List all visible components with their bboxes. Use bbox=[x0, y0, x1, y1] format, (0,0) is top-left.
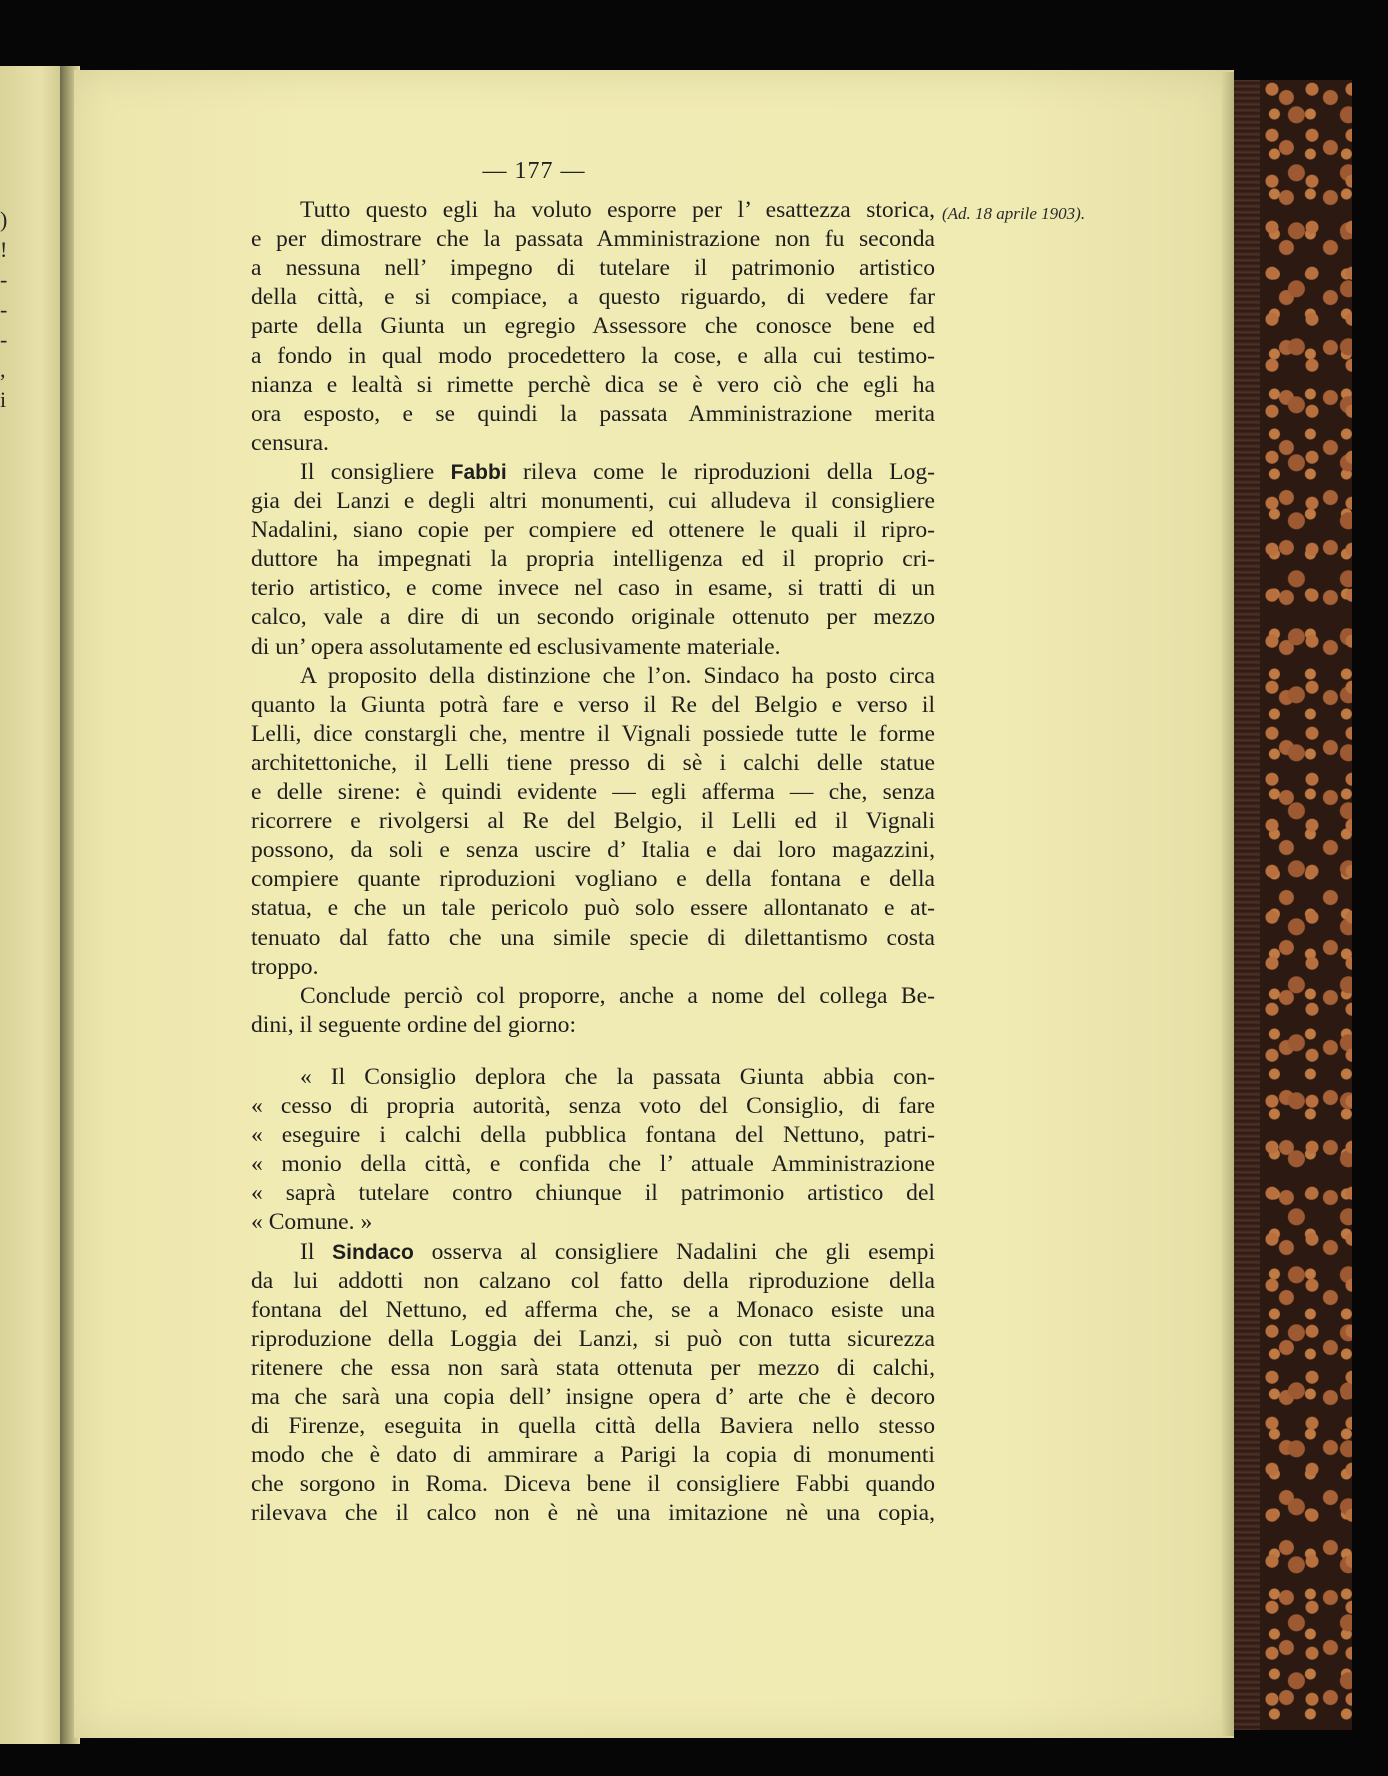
page-number: — 177 — bbox=[482, 158, 586, 184]
text-line: modo che è dato di ammirare a Parigi la copia di monumenti bbox=[251, 1442, 935, 1468]
text-line: a fondo in qual modo procedettero la cose, e alla cui testimo- bbox=[251, 343, 935, 369]
margin-mark: - bbox=[0, 267, 8, 292]
text-line: riproduzione della Loggia dei Lanzi, si può con tutta sicurezza bbox=[251, 1326, 935, 1352]
speaker-name: Sindaco bbox=[332, 1241, 414, 1264]
book-cover-marbled bbox=[1260, 80, 1352, 1730]
margin-mark: - bbox=[0, 327, 8, 352]
text-line bbox=[300, 458, 935, 487]
text-line: tenuato dal fatto che una simile specie di dilettantismo costa bbox=[251, 925, 935, 951]
text-line: rilevava che il calco non è nè una imitazione nè una copia, bbox=[251, 1500, 935, 1526]
text-line: compiere quante riproduzioni vogliano e della fontana e della bbox=[251, 866, 935, 892]
text-line: « saprà tutelare contro chiunque il patrimonio artistico del bbox=[251, 1180, 935, 1206]
line-text: rileva come le riproduzioni della Log- bbox=[506, 459, 935, 485]
text-line: Nadalini, siano copie per compiere ed ottenere le quali il ripro- bbox=[251, 517, 935, 543]
text-line: « monio della città, e confida che l’ attuale Amministrazione bbox=[251, 1151, 935, 1177]
margin-note-date: (Ad. 18 aprile 1903). bbox=[942, 204, 1086, 223]
text-line: ora esposto, e se quindi la passata Amministrazione merita bbox=[251, 401, 935, 427]
line-text: osserva al consigliere Nadalini che gli esempi bbox=[413, 1239, 935, 1265]
text-line: « Comune. » bbox=[251, 1209, 373, 1235]
speaker-name: Fabbi bbox=[450, 461, 507, 484]
line-prefix: Il bbox=[300, 1239, 333, 1265]
text-line: possono, da soli e senza uscire d’ Italia e dai loro magazzini, bbox=[251, 837, 935, 863]
text-line: architettoniche, il Lelli tiene presso di sè i calchi delle statue bbox=[251, 750, 935, 776]
margin-mark: ! bbox=[0, 237, 8, 262]
book-page-block-edge bbox=[1234, 80, 1260, 1730]
text-line: statua, e che un tale pericolo può solo essere allontanato e at- bbox=[251, 895, 935, 921]
text-line: ritenere che essa non sarà stata ottenuta per mezzo di calchi, bbox=[251, 1355, 935, 1381]
margin-mark: , bbox=[0, 357, 6, 382]
margin-mark: i bbox=[0, 387, 7, 412]
text-line: calco, vale a dire di un secondo originale ottenuto per mezzo bbox=[251, 604, 935, 630]
text-line: censura. bbox=[251, 430, 329, 456]
text-line: duttore ha impegnati la propria intelligenza ed il proprio cri- bbox=[251, 546, 935, 572]
text-line: Tutto questo egli ha voluto esporre per l’ esattezza storica, bbox=[300, 197, 935, 223]
text-line: da lui addotti non calzano col fatto della riproduzione della bbox=[251, 1268, 935, 1294]
text-line: ricorrere e rivolgersi al Re del Belgio, il Lelli ed il Vignali bbox=[251, 808, 935, 834]
text-line: quanto la Giunta potrà fare e verso il Re del Belgio e verso il bbox=[251, 692, 935, 718]
text-line: Lelli, dice constargli che, mentre il Vignali possiede tutte le forme bbox=[251, 721, 935, 747]
text-line: di Firenze, eseguita in quella città della Baviera nello stesso bbox=[251, 1413, 935, 1439]
text-line: « cesso di propria autorità, senza voto del Consiglio, di fare bbox=[251, 1093, 935, 1119]
text-line: terio artistico, e come invece nel caso in esame, si tratti di un bbox=[251, 575, 935, 601]
text-line: « Il Consiglio deplora che la passata Giunta abbia con- bbox=[300, 1064, 935, 1090]
text-line: fontana del Nettuno, ed afferma che, se a Monaco esiste una bbox=[251, 1297, 935, 1323]
text-line: che sorgono in Roma. Diceva bene il consigliere Fabbi quando bbox=[251, 1471, 935, 1497]
text-line: dini, il seguente ordine del giorno: bbox=[251, 1012, 577, 1038]
text-line: parte della Giunta un egregio Assessore che conosce bene ed bbox=[251, 313, 935, 339]
text-line: gia dei Lanzi e degli altri monumenti, cui alludeva il consigliere bbox=[251, 488, 935, 514]
text-line: a nessuna nell’ impegno di tutelare il patrimonio artistico bbox=[251, 255, 935, 281]
page-edge bbox=[1222, 72, 1234, 1736]
text-line: A proposito della distinzione che l’on. Sindaco ha posto circa bbox=[300, 663, 935, 689]
line-prefix: Il consigliere bbox=[300, 459, 451, 485]
margin-mark: - bbox=[0, 297, 8, 322]
text-line bbox=[300, 1238, 935, 1267]
text-line: nianza e lealtà si rimette perchè dica se è vero ciò che egli ha bbox=[251, 372, 935, 398]
text-line: troppo. bbox=[251, 954, 319, 980]
margin-mark: ) bbox=[0, 207, 8, 232]
text-line: e per dimostrare che la passata Amministrazione non fu seconda bbox=[251, 226, 935, 252]
text-line: della città, e si compiace, a questo riguardo, di vedere far bbox=[251, 284, 935, 310]
text-line: « eseguire i calchi della pubblica fontana del Nettuno, patri- bbox=[251, 1122, 935, 1148]
previous-page-margin-marks bbox=[0, 205, 12, 415]
text-line: ma che sarà una copia dell’ insigne opera d’ arte che è decoro bbox=[251, 1384, 935, 1410]
text-line: di un’ opera assolutamente ed esclusivamente materiale. bbox=[251, 634, 781, 660]
text-line: e delle sirene: è quindi evidente — egli afferma — che, senza bbox=[251, 779, 935, 805]
text-line: Conclude perciò col proporre, anche a nome del collega Be- bbox=[300, 983, 935, 1009]
